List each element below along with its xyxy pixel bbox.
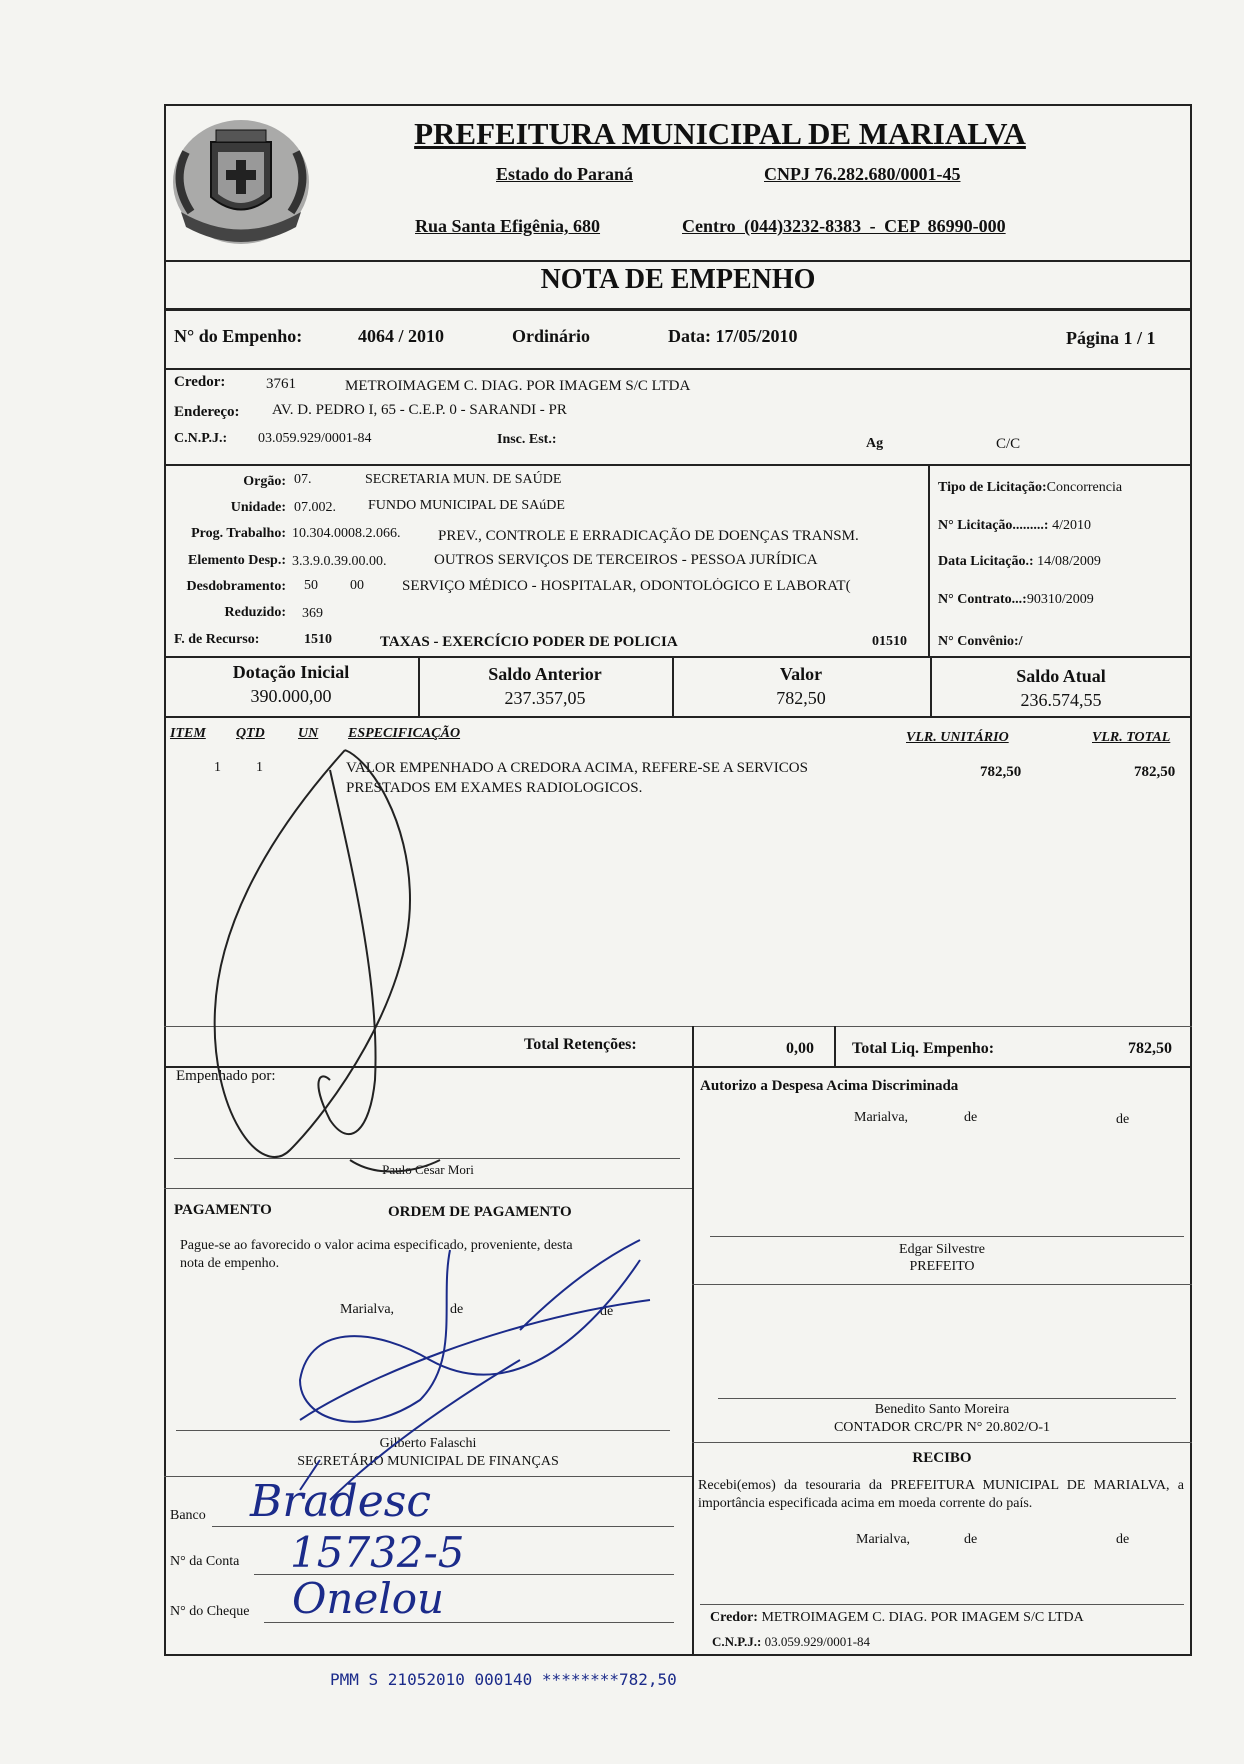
retencoes-label: Total Retenções: xyxy=(524,1036,637,1053)
unidade-name: FUNDO MUNICIPAL DE SAúDE xyxy=(368,498,565,513)
row-unit-value: 782,50 xyxy=(980,764,1022,780)
convenio-label: N° Convênio:/ xyxy=(938,634,1023,649)
recurso-name: TAXAS - EXERCÍCIO PODER DE POLICIA xyxy=(380,634,678,650)
autorizo-role: PREFEITO xyxy=(909,1259,975,1274)
credor-code: 3761 xyxy=(266,376,296,392)
empenho-number-label: N° do Empenho: xyxy=(174,326,303,346)
autorizo-signer: Edgar Silvestre xyxy=(899,1242,985,1257)
desd-label: Desdobramento: xyxy=(186,579,286,594)
liq-value: 782,50 xyxy=(1128,1040,1172,1057)
cheque-handwritten: Onelou xyxy=(292,1574,445,1623)
cnpj-label: C.N.P.J.: xyxy=(174,431,228,446)
prog-code: 10.304.0008.2.066. xyxy=(292,526,401,541)
recurso-num: 01510 xyxy=(872,634,907,649)
pagamento-city: Marialva, xyxy=(340,1302,395,1317)
pagamento-signer: Gilberto Falaschi xyxy=(379,1436,477,1451)
saldo-atual-label: Saldo Atual xyxy=(1016,666,1106,686)
pagamento-text-line2: nota de empenho. xyxy=(180,1256,280,1271)
saldo-atual-value: 236.574,55 xyxy=(1020,690,1102,710)
elem-name: OUTROS SERVIÇOS DE TERCEIROS - PESSOA JURÍDICA xyxy=(434,552,818,568)
pagamento-text-line1: Pague-se ao favorecido o valor acima especificado, proveniente, desta xyxy=(180,1238,573,1253)
cc-label: C/C xyxy=(996,436,1021,452)
footer-stamp: PMM S 21052010 000140 ********782,50 xyxy=(330,1670,677,1689)
empenho-page: Página 1 / 1 xyxy=(1066,328,1156,348)
header-contact: Centro (044)3232-8383 - CEP 86990-000 xyxy=(682,216,1006,236)
licitacao-num: 4/2010 xyxy=(1052,518,1091,533)
dotacao-value: 390.000,00 xyxy=(250,686,332,706)
saldo-anterior-value: 237.357,05 xyxy=(504,688,586,708)
header-state: Estado do Paraná xyxy=(496,164,634,184)
elem-code: 3.3.9.0.39.00.00. xyxy=(292,554,387,569)
address-label: Endereço: xyxy=(174,404,240,420)
saldo-anterior-label: Saldo Anterior xyxy=(488,664,602,684)
desd-code1: 50 xyxy=(304,578,318,593)
credor-label: Credor: xyxy=(174,374,226,390)
tipo-label: Tipo de Licitação: xyxy=(938,480,1047,495)
credor-address: AV. D. PEDRO I, 65 - C.E.P. 0 - SARANDI - PR xyxy=(272,402,567,418)
unidade-label: Unidade: xyxy=(230,500,286,515)
unidade-code: 07.002. xyxy=(294,500,336,515)
banco-handwritten: Bradesc xyxy=(250,1476,432,1527)
recibo-de1: de xyxy=(964,1532,978,1547)
desd-name: SERVIÇO MÉDICO - HOSPITALAR, ODONTOLÓGICO E LABORAT( xyxy=(402,578,851,594)
recibo-text: Recebi(emos) da tesouraria da PREFEITURA MUNICIPAL DE MARIALVA, a importância especificada acima em moeda corrente do país. xyxy=(698,1478,1184,1511)
valor-value: 782,50 xyxy=(776,688,826,708)
prog-label: Prog. Trabalho: xyxy=(191,526,286,541)
items-header-unit: VLR. UNITÁRIO xyxy=(906,730,1009,745)
header-title: PREFEITURA MUNICIPAL DE MARIALVA xyxy=(414,116,1026,151)
items-header-un: UN xyxy=(298,726,319,741)
items-header-espec: ESPECIFICAÇÃO xyxy=(348,726,461,741)
recibo-credor: METROIMAGEM C. DIAG. POR IMAGEM S/C LTDA xyxy=(761,1610,1084,1625)
credor-name: METROIMAGEM C. DIAG. POR IMAGEM S/C LTDA xyxy=(345,378,691,394)
recibo-title: RECIBO xyxy=(912,1450,972,1466)
contador-signer: Benedito Santo Moreira xyxy=(874,1402,1010,1417)
empenhado-signer: Paulo César Mori xyxy=(382,1162,474,1177)
autorizo-label: Autorizo a Despesa Acima Discriminada xyxy=(700,1078,959,1094)
ordem-label: ORDEM DE PAGAMENTO xyxy=(388,1204,572,1220)
pagamento-de1: de xyxy=(450,1302,464,1317)
document-title: NOTA DE EMPENHO xyxy=(540,264,816,295)
credor-cnpj: 03.059.929/0001-84 xyxy=(258,431,372,446)
retencoes-value: 0,00 xyxy=(786,1040,814,1057)
header-address: Rua Santa Efigênia, 680 xyxy=(415,216,601,236)
row-desc-line2: PRESTADOS EM EXAMES RADIOLOGICOS. xyxy=(346,780,643,796)
items-header-item: ITEM xyxy=(170,726,206,741)
reduz-label: Reduzido: xyxy=(224,605,286,620)
pagamento-de2: de xyxy=(600,1304,614,1319)
liq-label: Total Liq. Empenho: xyxy=(852,1040,995,1057)
contrato-label: N° Contrato...: xyxy=(938,592,1027,607)
recurso-label: F. de Recurso: xyxy=(174,632,260,647)
orgao-code: 07. xyxy=(294,472,312,487)
banco-label: Banco xyxy=(170,1508,206,1523)
elem-label: Elemento Desp.: xyxy=(188,553,286,568)
dotacao-label: Dotação Inicial xyxy=(232,662,350,682)
pagamento-role: SECRETÁRIO MUNICIPAL DE FINANÇAS xyxy=(297,1454,559,1469)
recibo-cnpj-label: C.N.P.J.: xyxy=(712,1634,762,1649)
recibo-city: Marialva, xyxy=(856,1532,911,1547)
empenho-type: Ordinário xyxy=(512,326,591,346)
orgao-name: SECRETARIA MUN. DE SAÚDE xyxy=(365,472,562,487)
insc-label: Insc. Est.: xyxy=(497,432,557,447)
autorizo-de1: de xyxy=(964,1110,978,1125)
empenhado-label: Empenhado por: xyxy=(176,1068,276,1084)
row-qtd: 1 xyxy=(256,760,263,775)
licitacao-data-label: Data Licitação.: xyxy=(938,554,1034,569)
contador-role: CONTADOR CRC/PR N° 20.802/O-1 xyxy=(833,1420,1051,1435)
empenho-number: 4064 / 2010 xyxy=(358,326,445,346)
orgao-label: Orgão: xyxy=(243,474,286,489)
recurso-code: 1510 xyxy=(304,632,332,647)
conta-label: N° da Conta xyxy=(170,1554,240,1569)
pagamento-label: PAGAMENTO xyxy=(174,1202,272,1218)
header-cnpj: CNPJ 76.282.680/0001-45 xyxy=(764,164,961,184)
empenho-date: Data: 17/05/2010 xyxy=(668,326,798,346)
row-desc-line1: VALOR EMPENHADO A CREDORA ACIMA, REFERE-SE A SERVICOS xyxy=(346,760,808,776)
contrato-value: 90310/2009 xyxy=(1026,592,1094,607)
recibo-cnpj: 03.059.929/0001-84 xyxy=(764,1634,871,1649)
tipo-value: Concorrencia xyxy=(1046,480,1123,495)
desd-code2: 00 xyxy=(350,578,364,593)
cheque-label: N° do Cheque xyxy=(170,1604,250,1619)
recibo-de2: de xyxy=(1116,1532,1130,1547)
conta-handwritten: 15732-5 xyxy=(290,1528,465,1577)
row-total-value: 782,50 xyxy=(1134,764,1176,780)
prog-name: PREV., CONTROLE E ERRADICAÇÃO DE DOENÇAS TRANSM. xyxy=(438,528,859,544)
ag-label: Ag xyxy=(866,436,884,451)
items-header-total: VLR. TOTAL xyxy=(1092,730,1171,745)
autorizo-city: Marialva, xyxy=(854,1110,909,1125)
recibo-credor-label: Credor: xyxy=(710,1610,758,1625)
licitacao-data: 14/08/2009 xyxy=(1037,554,1101,569)
licitacao-num-label: N° Licitação.........: xyxy=(938,518,1049,533)
items-header-qtd: QTD xyxy=(236,726,265,741)
autorizo-de2: de xyxy=(1116,1112,1130,1127)
row-item: 1 xyxy=(214,760,221,775)
valor-label: Valor xyxy=(779,664,823,684)
reduz-code: 369 xyxy=(302,606,323,621)
